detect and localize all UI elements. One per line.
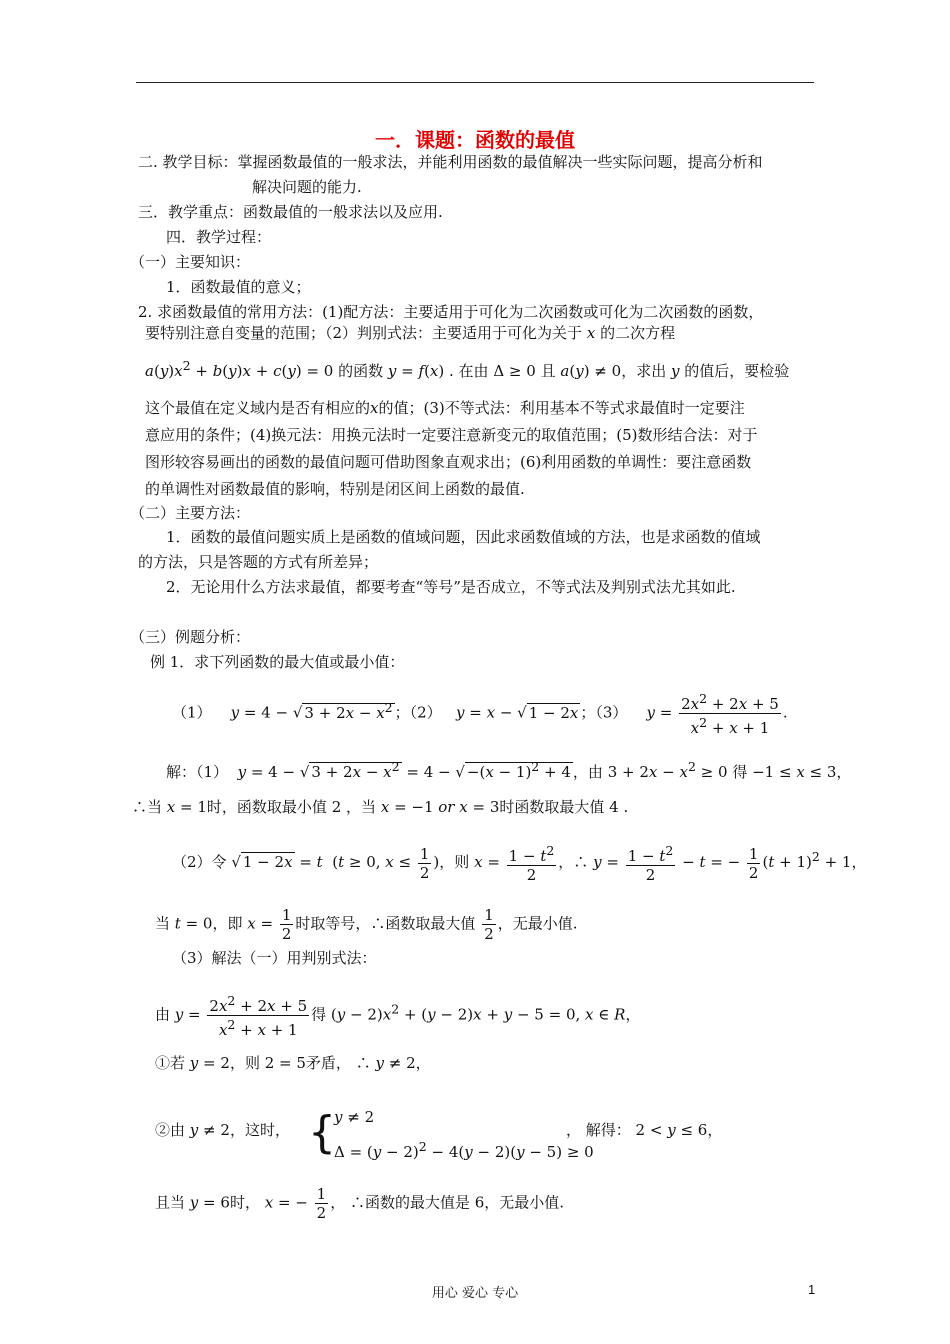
text: ，当 <box>346 798 377 816</box>
system-line-2: $\Delta = (y - 2)^2 - 4(y - 2)(y - 5) \ge 0$ <box>334 1139 594 1161</box>
example-1-problems: （1） y = 4 − √ $3 + 2x - x^2$ ；（2） y = x − √ 1 − 2x ；（3） y = $\frac{2x^2 + 2x + 5}{x^2 + x + 1}$ . <box>172 691 788 737</box>
text: （1） <box>172 703 212 722</box>
method-1-line-1: 1．函数的最值问题实质上是函数的值域问题，因此求函数值域的方法，也是求函数的值域 <box>166 528 761 546</box>
section-2-heading: （二）主要方法： <box>130 504 251 522</box>
text: ；（2） <box>394 703 442 722</box>
knowledge-2-line-5: 意应用的条件；(4)换元法：用换元法时一定要注意新变元的取值范围；(5)数形结合法：对于 <box>145 426 758 444</box>
knowledge-2-line-7: 的单调性对函数最值的影响，特别是闭区间上函数的最值. <box>145 480 525 498</box>
example-1-heading: 例 1．求下列函数的最大值或最小值： <box>150 653 405 671</box>
text: 当 <box>155 914 171 933</box>
solution-1-result: ∴当 x = 1时，函数取最小值 2 ，当 x = −1 or x = 3时函数取最大值 4 . <box>132 798 629 816</box>
section-1-heading: （一）主要知识： <box>130 253 251 271</box>
knowledge-2-line-2: 要特别注意自变量的范围；（2）判别式法：主要适用于可化为关于 x 的二次方程 <box>145 324 676 342</box>
text: 且当 <box>155 1193 186 1212</box>
text: 得 <box>732 763 748 781</box>
solution-3-heading: （3）解法（一）用判别式法： <box>172 949 377 967</box>
solution-1: 解：（1） y = 4 − √ $3 + 2x - x^2 = 4$ − √ $-(x - 1)^2 + 4$ ，由 $3 + 2x - x^2 \ge 0$ 得 −1 ≤ x ≤ 3， <box>166 759 852 781</box>
text: 的函数 <box>338 362 384 380</box>
system-brace: { <box>308 1107 336 1158</box>
text: 的值后，要检验 <box>684 362 790 380</box>
text: ，求出 <box>621 362 667 380</box>
text: ，即 <box>212 914 243 933</box>
text: ②由 <box>155 1121 186 1139</box>
text: ， 解得： <box>566 1121 631 1139</box>
text: 要特别注意自变量的范围；（2）判别式法：主要适用于可化为关于 <box>145 324 583 342</box>
page-title: 一．课题：函数的最值 <box>375 128 575 152</box>
text: 时取等号，∴函数取最大值 <box>295 914 476 933</box>
goal-line-1: 二. 教学目标：掌握函数最值的一般求法，并能利用函数的最值解决一些实际问题，提高分析和 <box>138 153 763 171</box>
key-points: 三．教学重点：函数最值的一般求法以及应用. <box>138 203 443 221</box>
text: 解：（1） <box>166 763 229 781</box>
text: ，无最小值. <box>484 1193 565 1212</box>
goal-line-2: 解决问题的能力. <box>252 178 362 196</box>
text: 这个最值在定义域内是否有相应的 <box>145 399 371 417</box>
case-2-result: ， 解得： 2 < y ≤ 6， <box>566 1121 723 1139</box>
text: （2）令 <box>172 853 227 871</box>
page-number: 1 <box>808 1282 816 1297</box>
solution-2-result: 当 t = 0，即 x = $\frac{1}{2}$ 时取等号，∴函数取最大值 $\frac{1}{2}$ ，无最小值. <box>155 906 578 943</box>
solution-3-equation: 由 y = $\frac{2x^2 + 2x + 5}{x^2 + x + 1}$ 得 $(y - 2)x^2 + (y - 2)x + y - 5 = 0$, x ∈ R， <box>155 993 641 1039</box>
text: 得 <box>311 1005 327 1024</box>
text: ；（3） <box>580 703 628 722</box>
knowledge-2-line-6: 图形较容易画出的函数的最值问题可借助图象直观求出；(6)利用函数的单调性：要注意函数 <box>145 453 752 471</box>
text: 矛盾， ∴ <box>305 1054 371 1072</box>
header-rule <box>136 82 814 83</box>
knowledge-2-line-4: 这个最值在定义域内是否有相应的x的值；(3)不等式法：利用基本不等式求最值时一定要注 <box>145 399 745 417</box>
text: 时，函数取最小值 <box>206 798 327 816</box>
solution-2: （2）令 √ 1 − 2x = t (t ≥ 0, x ≤ $\frac{1}{2}$ )，则 x = $\frac{1 - t^2}{2}$ ，∴ y = $\frac{1 - t^2}{2}$ − t = − $\frac{1}{2}$ $(t + 1)^2 + 1$， <box>172 843 867 884</box>
section-3-heading: （三）例题分析： <box>130 628 251 646</box>
case-1: ①若 y = 2，则 2 = 5矛盾， ∴ y ≠ 2， <box>155 1054 431 1072</box>
case-2: ②由 y ≠ 2，这时， <box>155 1121 290 1139</box>
text: ①若 <box>155 1054 186 1072</box>
text: ，则 <box>229 1054 260 1072</box>
method-1-line-2: 的方法，只是答题的方式有所差异； <box>138 553 379 571</box>
text: . 在由 <box>449 362 489 380</box>
text: ， ∴函数的最大值是 <box>330 1193 470 1212</box>
text: ，由 <box>572 763 603 781</box>
text: ，这时， <box>229 1121 290 1139</box>
text: 时， <box>229 1193 260 1212</box>
text: ，则 <box>439 853 470 871</box>
page-footer: 用心 爱心 专心 <box>431 1286 519 1301</box>
method-2: 2．无论用什么方法求最值，都要考查“等号”是否成立，不等式法及判别式法尤其如此. <box>166 578 736 596</box>
text: 的值；(3)不等式法：利用基本不等式求最值时一定要注 <box>378 399 745 417</box>
knowledge-2-line-1: 2. 求函数最值的常用方法：(1)配方法：主要适用于可化为二次函数或可化为二次函数的函数， <box>138 303 764 321</box>
final-result: 且当 y = 6时， x = − $\frac{1}{2}$ ， ∴函数的最大值是 6，无最小值. <box>155 1185 565 1222</box>
process-heading: 四．教学过程： <box>166 228 272 246</box>
text: ∴当 <box>132 798 163 816</box>
knowledge-2-line-3: $a(y)x^2 + b(y)x + c(y) = 0$ 的函数 y = f(x) . 在由 Δ ≥ 0 且 a(y) ≠ 0，求出 y 的值后，要检验 <box>145 358 790 380</box>
text: ，无最小值. <box>497 914 578 933</box>
text: 的二次方程 <box>600 324 676 342</box>
system-line-1: y ≠ 2 <box>334 1108 375 1126</box>
text: 且 <box>540 362 556 380</box>
text: ，∴ <box>558 853 589 871</box>
text: 时函数取最大值 <box>499 798 605 816</box>
text: 由 <box>155 1005 171 1024</box>
knowledge-1: 1．函数最值的意义； <box>166 278 311 296</box>
